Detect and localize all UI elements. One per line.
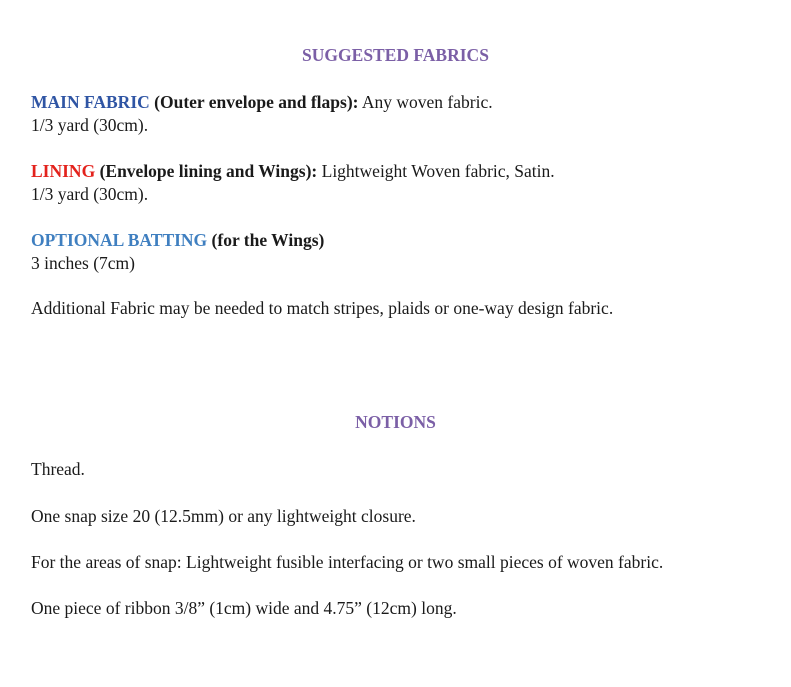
suggested-fabrics-heading: SUGGESTED FABRICS [302,45,489,65]
lining-text: Lightweight Woven fabric, Satin. [317,161,555,181]
main-fabric-label: MAIN FABRIC [31,92,150,112]
notion-item: For the areas of snap: Lightweight fusible interfacing or two small pieces of woven fabric. [31,552,664,572]
lining-label: LINING [31,161,96,181]
lining-amount: 1/3 yard (30cm). [31,184,149,204]
notion-item: One piece of ribbon 3/8” (1cm) wide and 4.75” (12cm) long. [31,598,457,618]
notion-item: One snap size 20 (12.5mm) or any lightweight closure. [31,506,416,526]
notions-heading: NOTIONS [355,412,436,432]
main-fabric-line [31,91,493,113]
batting-label: OPTIONAL BATTING [31,230,208,250]
main-fabric-qualifier: (Outer envelope and flaps): [154,92,359,112]
batting-line [31,229,324,251]
additional-fabric-note: Additional Fabric may be needed to match stripes, plaids or one-way design fabric. [31,298,614,318]
notion-item: Thread. [31,459,85,479]
batting-qualifier: (for the Wings) [211,230,325,250]
batting-amount: 3 inches (7cm) [31,253,135,273]
main-fabric-amount: 1/3 yard (30cm). [31,115,149,135]
lining-line [31,160,555,182]
main-fabric-text: Any woven fabric. [358,92,493,112]
lining-qualifier: (Envelope lining and Wings): [99,161,318,181]
